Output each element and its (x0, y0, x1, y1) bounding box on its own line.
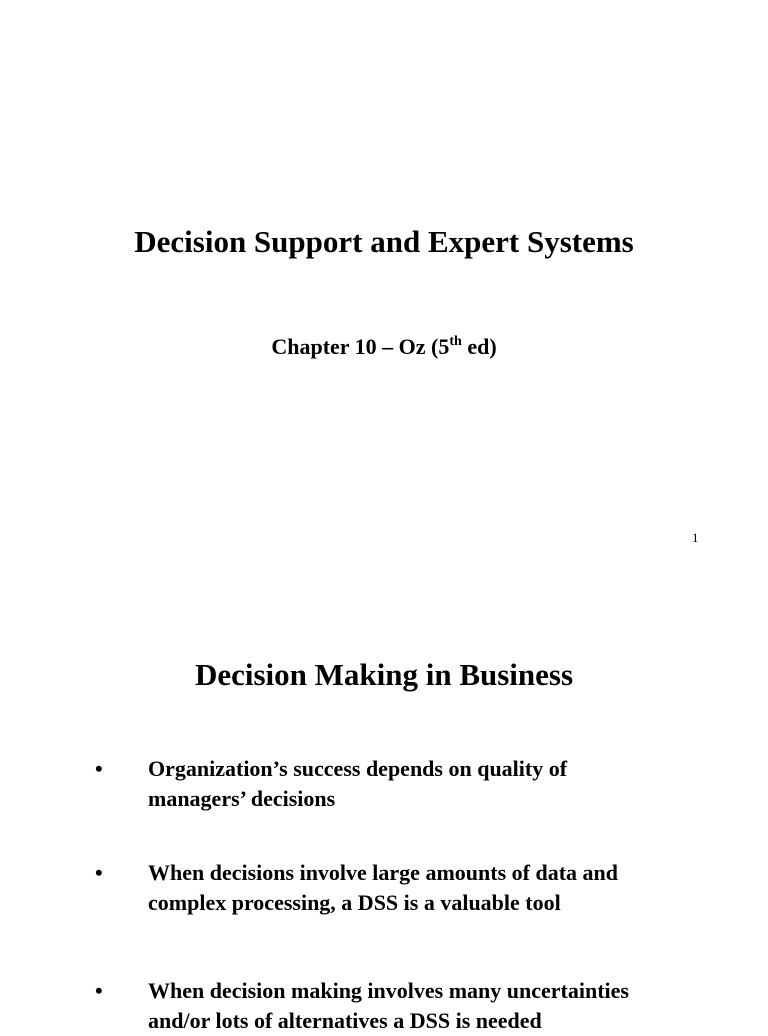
bullet-marker: • (95, 860, 103, 885)
subtitle-superscript: th (449, 333, 462, 349)
bullet-text: When decision making involves many uncertainties and/or lots of alternatives a DSS is needed (148, 978, 629, 1033)
slide-title: Decision Making in Business (194, 657, 574, 692)
slide-decision-making (0, 576, 768, 1033)
bullet-text: Organization’s success depends on quality of managers’ decisions (148, 756, 568, 811)
subtitle-main: Chapter 10 – Oz (5 (271, 334, 450, 359)
subtitle-tail: ed) (461, 334, 497, 359)
bullet-marker: • (95, 756, 103, 781)
bullet-marker: • (95, 978, 103, 1003)
slide-title: Decision Support and Expert Systems (134, 224, 634, 259)
slide-subtitle (0, 332, 768, 362)
bullet-text: When decisions involve large amounts of data and complex processing, a DSS is a valuable tool (148, 860, 618, 915)
page-number: 1 (692, 530, 699, 545)
